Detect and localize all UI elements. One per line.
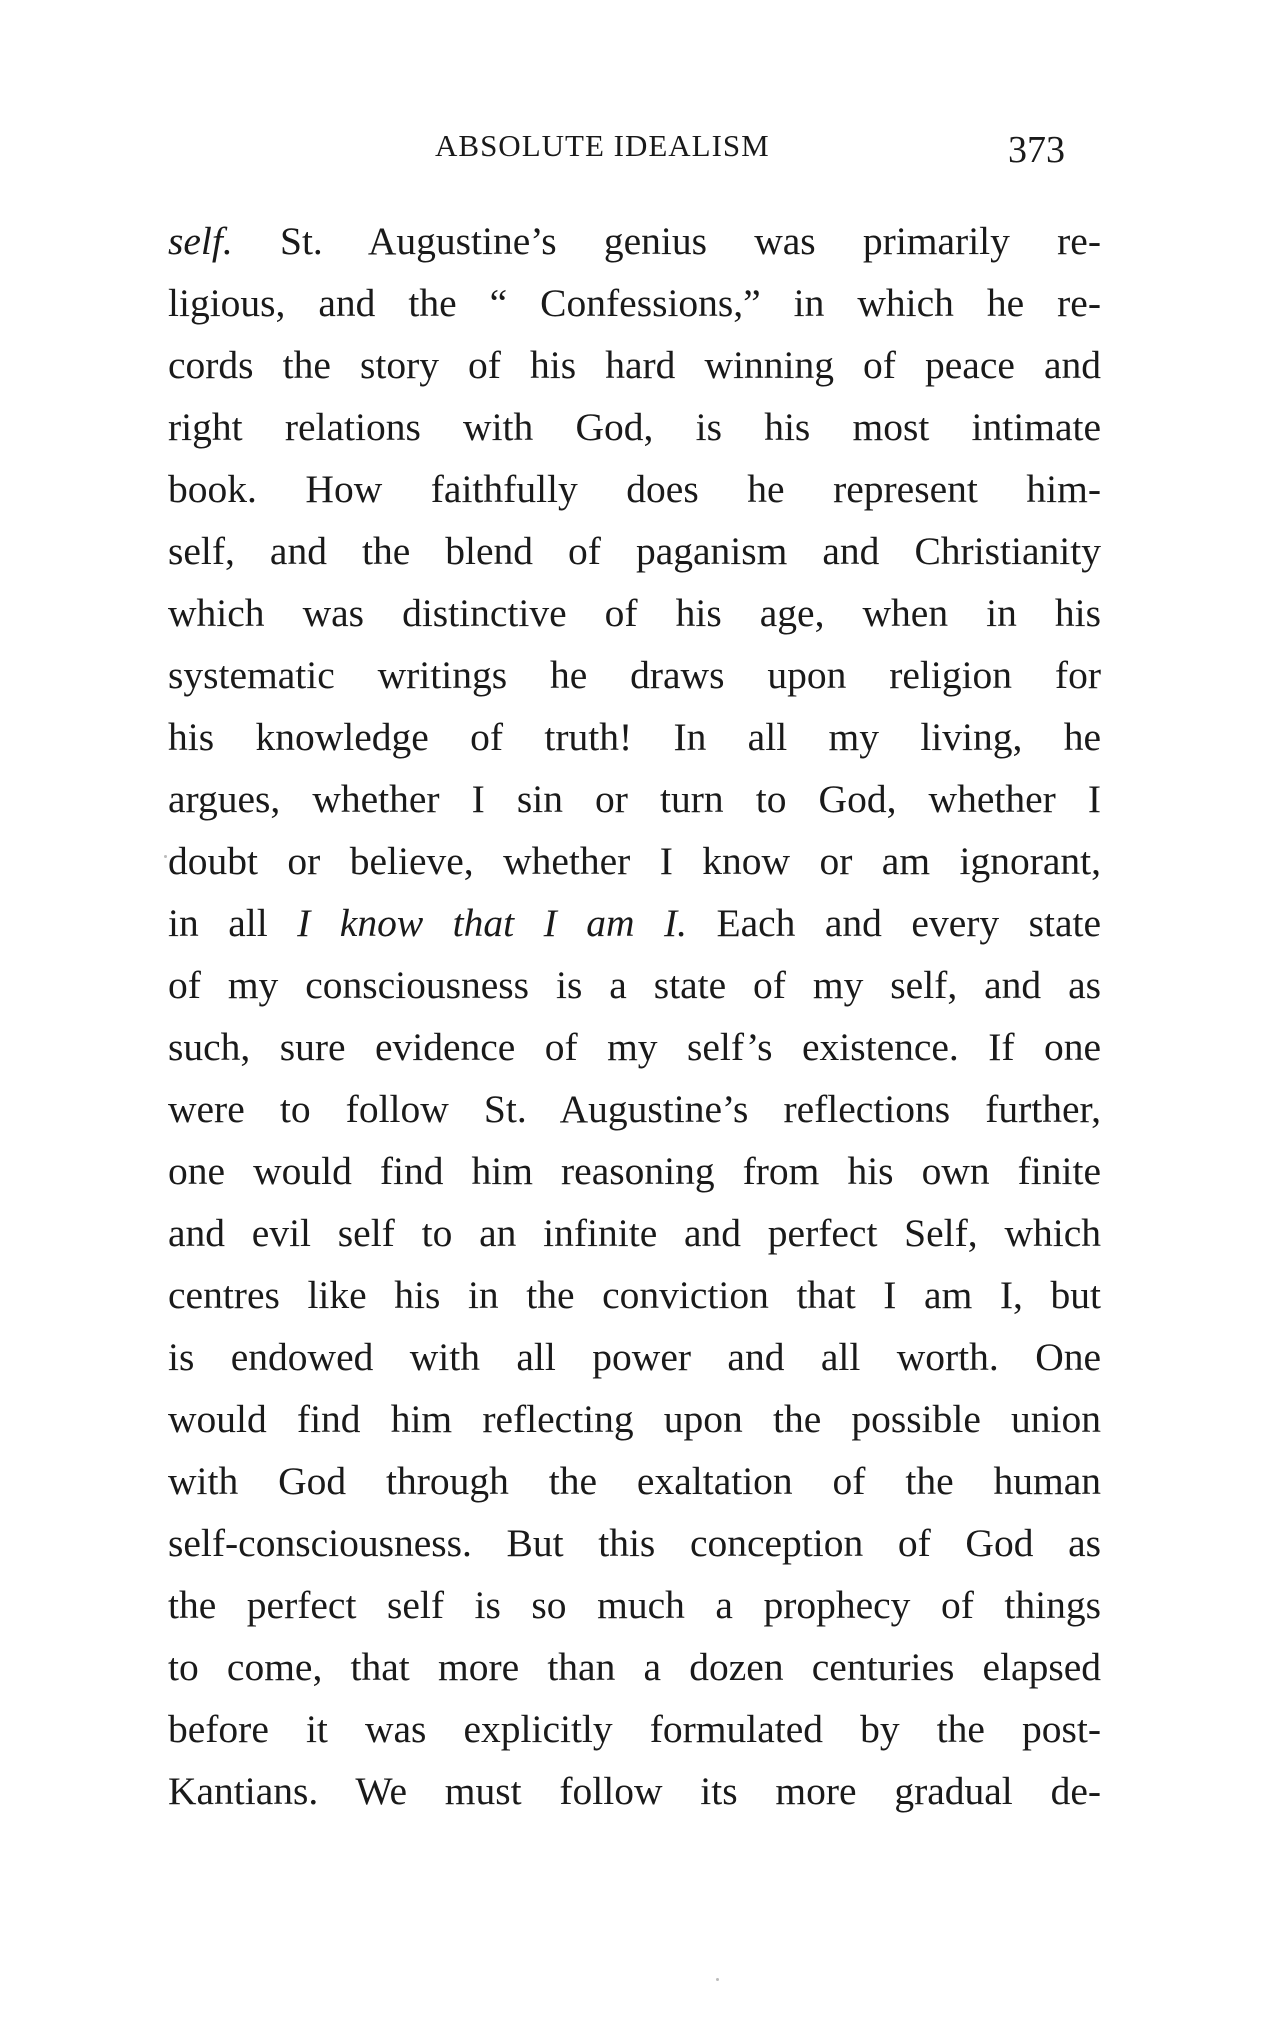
text-line <box>168 768 1101 830</box>
text-line <box>168 892 1101 954</box>
text-run: is endowed with all power and all worth. One <box>168 1335 1101 1379</box>
text-run: argues, whether I sin or turn to God, whether I <box>168 777 1101 821</box>
running-title: ABSOLUTE IDEALISM <box>435 128 770 163</box>
text-run: systematic writings he draws upon religion for <box>168 653 1101 697</box>
text-line <box>168 1140 1101 1202</box>
text-run: to come, that more than a dozen centuries elapsed <box>168 1645 1101 1689</box>
text-line <box>168 1016 1101 1078</box>
text-run: Each and every state <box>687 901 1101 945</box>
text-line <box>168 1450 1101 1512</box>
text-run: one would find him reasoning from his own finite <box>168 1149 1101 1193</box>
text-run: book. How faithfully does he represent him- <box>168 467 1101 511</box>
text-line <box>168 520 1101 582</box>
running-header <box>0 126 1284 176</box>
text-line <box>168 1388 1101 1450</box>
text-run: St. Augustine’s genius was primarily re- <box>232 219 1101 263</box>
scan-speck <box>164 855 167 858</box>
text-run: cords the story of his hard winning of peace and <box>168 343 1101 387</box>
text-run: Kantians. We must follow its more gradual de- <box>168 1769 1101 1813</box>
text-run: ligious, and the “ Confessions,” in which he re- <box>168 281 1101 325</box>
text-run: centres like his in the conviction that I am I, but <box>168 1273 1101 1317</box>
scan-speck <box>716 1978 719 1981</box>
italic-text: I know that I am I. <box>297 901 687 945</box>
text-line <box>168 1574 1101 1636</box>
text-run: self-consciousness. But this conception of God as <box>168 1521 1101 1565</box>
text-run: with God through the exaltation of the human <box>168 1459 1101 1503</box>
text-run: doubt or believe, whether I know or am ignorant, <box>168 839 1101 883</box>
text-run: self, and the blend of paganism and Christianity <box>168 529 1101 573</box>
text-run: would find him reflecting upon the possible union <box>168 1397 1101 1441</box>
text-line <box>168 458 1101 520</box>
text-line <box>168 210 1101 272</box>
body-text <box>168 210 1101 1822</box>
text-line <box>168 582 1101 644</box>
page-number: 373 <box>1008 129 1065 171</box>
text-line <box>168 1264 1101 1326</box>
text-line <box>168 1326 1101 1388</box>
text-run: which was distinctive of his age, when in his <box>168 591 1101 635</box>
text-run: right relations with God, is his most intimate <box>168 405 1101 449</box>
text-line <box>168 272 1101 334</box>
text-line <box>168 1512 1101 1574</box>
text-run: such, sure evidence of my self’s existence. If one <box>168 1025 1101 1069</box>
text-line <box>168 830 1101 892</box>
text-run: and evil self to an infinite and perfect Self, which <box>168 1211 1101 1255</box>
text-line <box>168 396 1101 458</box>
text-run: in all <box>168 901 298 945</box>
text-line <box>168 954 1101 1016</box>
text-run: were to follow St. Augustine’s reflections further, <box>168 1087 1101 1131</box>
text-line <box>168 1202 1101 1264</box>
text-run: the perfect self is so much a prophecy of things <box>168 1583 1101 1627</box>
text-line <box>168 1636 1101 1698</box>
text-run: of my consciousness is a state of my self, and as <box>168 963 1101 1007</box>
text-line <box>168 334 1101 396</box>
text-line <box>168 706 1101 768</box>
text-line <box>168 644 1101 706</box>
text-run: before it was explicitly formulated by the post- <box>168 1707 1101 1751</box>
text-line <box>168 1760 1101 1822</box>
text-line <box>168 1698 1101 1760</box>
text-line <box>168 1078 1101 1140</box>
text-run: his knowledge of truth! In all my living, he <box>168 715 1101 759</box>
italic-text: self. <box>168 219 233 263</box>
